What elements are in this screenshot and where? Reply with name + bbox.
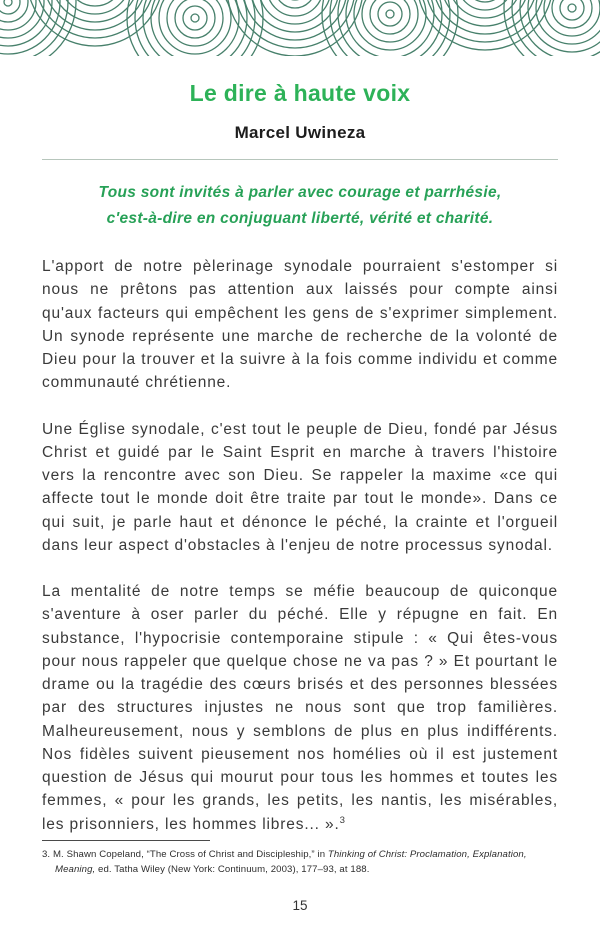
page-number: 15 bbox=[292, 898, 308, 913]
footnote-text-end: ed. Tatha Wiley (New York: Continuum, 2003), 177–93, at 188. bbox=[95, 864, 370, 876]
epigraph-quote bbox=[52, 180, 548, 231]
footnote-divider bbox=[42, 840, 210, 841]
header-divider bbox=[42, 159, 558, 160]
footnote-italic-title: Thinking of Christ: Proclamation, Explanation, Meaning, bbox=[55, 849, 527, 876]
body-paragraph-2 bbox=[42, 418, 558, 558]
paragraph-text: L'apport de notre pèlerinage synodale pourraient s'estomper si nous ne prêtons pas attention aux laissés pour compte ainsi qu'aux facteurs qui empêchent les gens de s'exprimer simplement. Un synode représente une marche de recherche de la volonté de Dieu pour la trouver et la suivre à la fois comme individu et comme communauté chrétienne. bbox=[42, 258, 558, 392]
epigraph-line-2: c'est-à-dire en conjuguant liberté, vérité et charité. bbox=[106, 209, 494, 227]
paragraph-text: La mentalité de notre temps se méfie beaucoup de quiconque s'aventure à oser parler du péché. Elle y répugne en fait. En substance, l'hypocrisie contemporaine stipule : « Qui êtes-vous pour nous rappeler que quelque chose ne va pas ? » Et pourtant le drame ou la tragédie des cœurs brisés et des personnes blessées par des structures injustes ne nous sont que trop familières. Malheureusement, nous y semblons de plus en plus indifférents. Nos fidèles suivent pieusement nos homélies où il est justement question de Jésus qui mourut pour tous les hommes et toutes les femmes, « pour les grands, les petits, les nantis, les misérables, les prisonniers, les hommes libres... ». bbox=[42, 583, 558, 833]
footnote-reference-3: 3 bbox=[339, 814, 345, 826]
epigraph-line-1: Tous sont invités à parler avec courage et parrhésie, bbox=[98, 184, 502, 201]
decorative-circles-pattern bbox=[0, 0, 600, 56]
footnote-3 bbox=[42, 848, 558, 878]
footnote-text-start: M. Shawn Copeland, “The Cross of Christ and Discipleship,” in bbox=[50, 849, 328, 861]
body-paragraph-1 bbox=[42, 255, 558, 395]
article-body bbox=[42, 255, 558, 836]
footnote-marker: 3. bbox=[42, 849, 51, 861]
page-title: Le dire à haute voix bbox=[189, 80, 411, 106]
body-paragraph-3 bbox=[42, 580, 558, 836]
footnote-area bbox=[42, 840, 558, 878]
author-name: Marcel Uwineza bbox=[234, 123, 366, 142]
paragraph-text: Une Église synodale, c'est tout le peuple de Dieu, fondé par Jésus Christ et guidé par le Saint Esprit en marche à travers l'histoire vers la rencontre avec son Dieu. Se rappeler la maxime «ce qui affecte tout le monde doit être traite par tout le monde». Dans ce qui suit, je parle haut et dénonce le péché, la crainte et l'orgueil dans leur aspect d'obstacles à l'enjeu de notre processus synodal. bbox=[42, 420, 558, 554]
